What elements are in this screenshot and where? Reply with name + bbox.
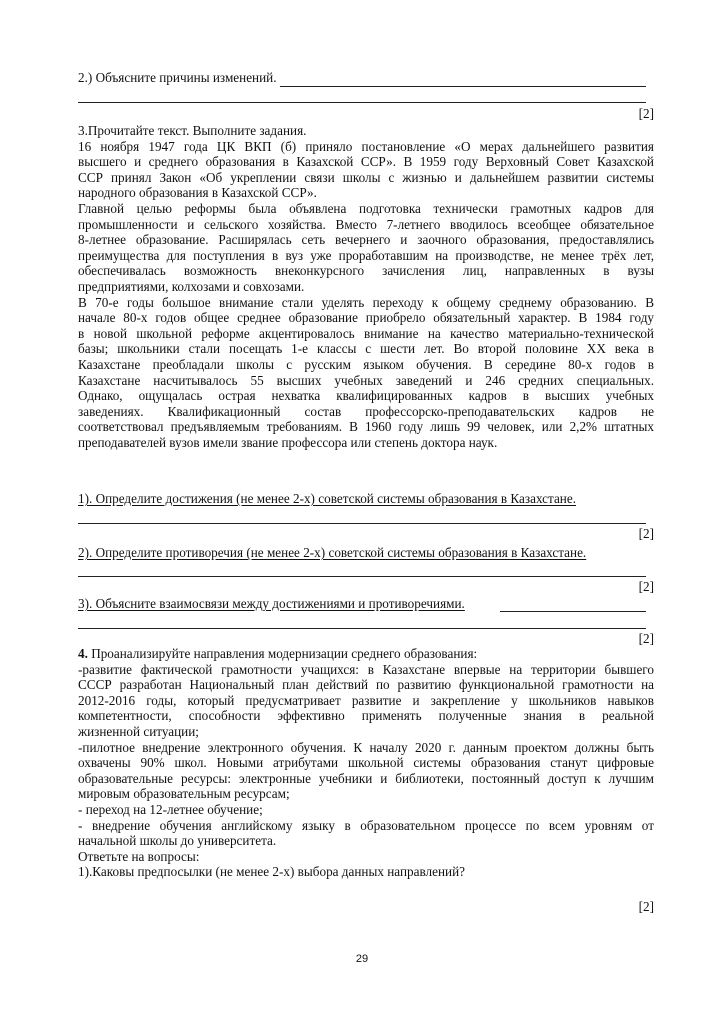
text-line: начальной школы до университета. [78, 833, 277, 849]
text-line: 16 ноября 1947 года ЦК ВКП (б) приняло постановление «О мерах дальнейшего развития [78, 138, 654, 154]
task-3 [78, 123, 654, 450]
text-line: мировым образовательным ресурсам; [78, 786, 290, 802]
text-line: 1).Каковы предпосылки (не менее 2-х) выбора данных направлений? [78, 864, 465, 880]
text-line: заведениях. Квалификационный состав профессорско-преподавательских кадров не [78, 403, 654, 419]
text-line: предприятиями, колхозами и совхозами. [78, 278, 305, 294]
text-line: В 70-е годы большое внимание стали уделять переходу к общему среднему образованию. В [78, 294, 654, 310]
text-line: начале 80-х годов общее среднее образование приобрело обязательный характер. В 1984 году [78, 310, 654, 326]
text-line: 8-летнее образование. Расширялась сеть вечернего и заочного образования, предоставлялись [78, 232, 654, 248]
text-line: - внедрение обучения английскому языку в образовательном процессе по всем уровням от [78, 817, 654, 833]
text-line: народного образования в Казахской ССР». [78, 185, 317, 201]
text-line: Однако, ощущалась острая нехватка квалифицированных кадров в высших учебных [78, 388, 654, 404]
text-line: промышленности и сельского хозяйства. Вместо 7-летнего вводилось всеобщее обязательное [78, 216, 654, 232]
text-line: Главной целью реформы была объявлена подготовка технически грамотных кадров для [78, 200, 654, 216]
text-line: - переход на 12-летнее обучение; [78, 801, 263, 817]
answer-line [78, 628, 646, 629]
question-2-2 [78, 70, 654, 86]
text-line: охвачены 90% школ. Новыми атрибутами школьной системы образования станут цифровые [78, 755, 654, 771]
text-line: соответствовал предъявляемым требованиям. В 1960 году лишь 99 человек, или 2,2% штатных [78, 419, 654, 435]
text-line: Казахстане преобладали школы с русским языком обучения. В середине 80-х годов в [78, 356, 654, 372]
page-number: 29 [355, 953, 369, 965]
answer-line [280, 86, 646, 87]
score-mark: [2] [638, 106, 654, 121]
task-3-question-1 [78, 491, 654, 507]
answer-line [500, 611, 646, 612]
task-3-question-2 [78, 545, 654, 561]
task-intro: 3.Прочитайте текст. Выполните задания. [78, 123, 307, 138]
text-line: преподавателей вузов имели звание профессора или степень доктора наук. [78, 434, 498, 450]
text-line: компетентности, способности эффективно применять полученные знания в реальной [78, 708, 654, 724]
score-mark: [2] [638, 579, 654, 594]
answer-line [78, 102, 646, 103]
text-line: ССР принял Закон «Об укреплении связи школы с жизнью и дальнейшем развитии системы [78, 169, 654, 185]
answer-line [78, 576, 646, 577]
text-line: 2012-2016 годы, который предусматривает развитие и закрепление у школьников навыков [78, 692, 654, 708]
text-line: обеспечивалась возможность внеконкурсного зачисления лиц, направленных в вузы [78, 263, 654, 279]
question-text: 1). Определите достижения (не менее 2-х) советской системы образования в Казахстане. [78, 491, 577, 506]
text-line: образовательные ресурсы: электронные учебники и библиотеки, постоянный доступ к лучшим [78, 770, 654, 786]
task-intro: 4. Проанализируйте направления модернизации среднего образования: [78, 646, 478, 661]
task-4 [78, 646, 654, 880]
text-line: высшего и среднего образования в Казахской ССР». В 1959 году Верховный Совет Казахской [78, 154, 654, 170]
question-text: 2). Определите противоречия (не менее 2-х) советской системы образования в Казахстане. [78, 545, 587, 560]
text-line: Казахстане насчитывалось 55 высших учебных заведений и 246 средних специальных. [78, 372, 654, 388]
score-mark: [2] [638, 526, 654, 541]
question-text: 3). Объясните взаимосвязи между достижениями и противоречиями. [78, 596, 465, 611]
text-line: СССР разработан Национальный план действий по развитию функциональной грамотности на [78, 677, 654, 693]
text-line: базы; школьники стали посещать 1-е классы с шести лет. Во второй половине XX века в [78, 341, 654, 357]
score-mark: [2] [638, 631, 654, 646]
task-number: 4. [78, 646, 88, 661]
answer-line [78, 523, 646, 524]
text-line: жизненной ситуации; [78, 723, 199, 739]
text-line: в новой школьной реформе акцентировалось внимание на качество материально-технической [78, 325, 654, 341]
task-3-question-3 [78, 596, 654, 612]
score-mark: [2] [638, 899, 654, 914]
text-line: -развитие фактической грамотности учащихся: в Казахстане впервые на территории бывшего [78, 661, 654, 677]
text-line: Ответьте на вопросы: [78, 848, 200, 864]
text-line: преимущества для поступления в вуз уже проработавшим на производстве, не менее трёх лет, [78, 247, 654, 263]
text-line: -пилотное внедрение электронного обучения. К началу 2020 г. данным проектом должны быть [78, 739, 654, 755]
question-text: 2.) Объясните причины изменений. [78, 70, 277, 85]
